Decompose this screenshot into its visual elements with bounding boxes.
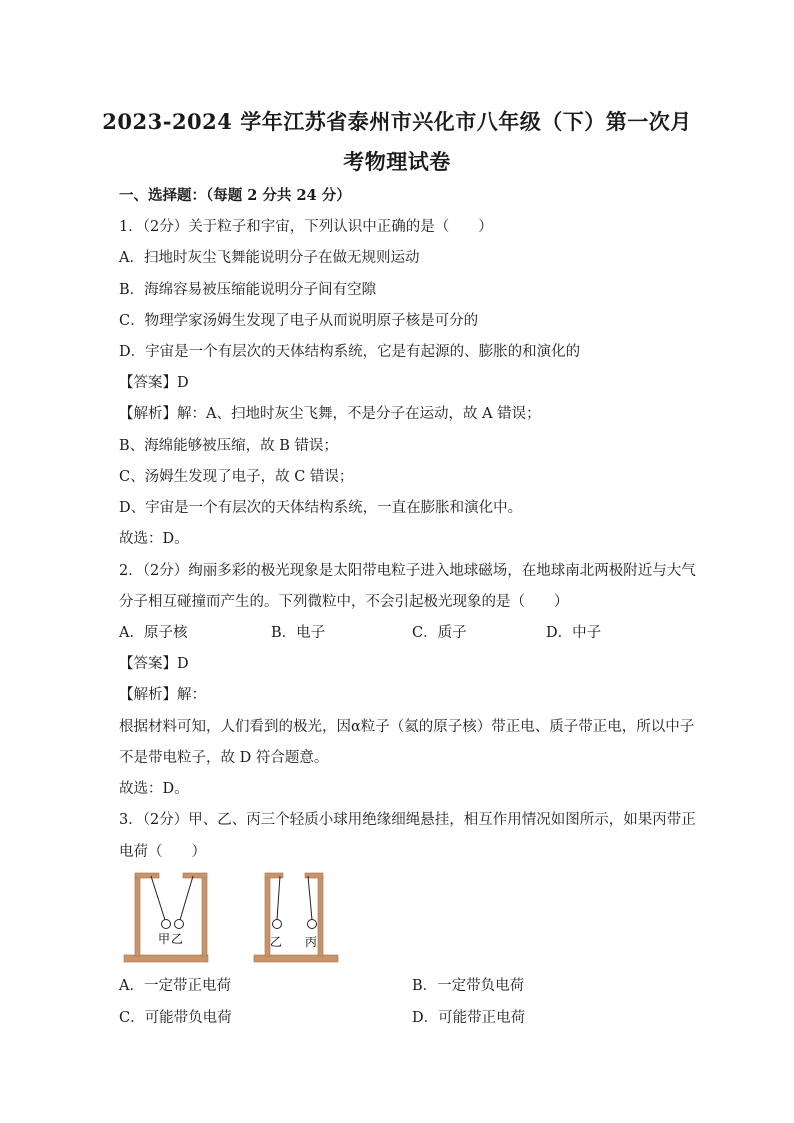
ball-label-jia: 甲	[158, 932, 171, 946]
q3-figure-right	[250, 870, 345, 965]
q1-option-c: C．物理学家汤姆生发现了电子从而说明原子核是可分的	[119, 313, 479, 329]
q3-stem-line-1: 3．（2分）甲、乙、丙三个轻质小球用绝缘细绳悬挂，相互作用情况如图所示，如果丙带正	[119, 812, 696, 828]
q1-analysis-line: D、宇宙是一个有层次的天体结构系统，一直在膨胀和演化中。	[119, 500, 523, 516]
q2-option-a: A．原子核	[119, 625, 188, 641]
q1-choice: 故选：D。	[119, 531, 189, 547]
exam-title-line-2: 考物理试卷	[343, 149, 451, 174]
q3-option-a: A．一定带正电荷	[119, 978, 231, 994]
ball-label-yi: 乙	[270, 935, 283, 949]
q2-analysis-line: 不是带电粒子，故 D 符合题意。	[119, 750, 329, 766]
ball-label-bing: 丙	[305, 935, 318, 949]
q1-option-b: B．海绵容易被压缩能说明分子间有空隙	[119, 282, 377, 298]
q1-answer: 【答案】D	[119, 375, 189, 391]
q2-stem-line-1: 2．（2分）绚丽多彩的极光现象是太阳带电粒子进入地球磁场，在地球南北两极附近与大气	[119, 563, 696, 579]
q1-option-a: A．扫地时灰尘飞舞能说明分子在做无规则运动	[119, 250, 420, 266]
q2-answer: 【答案】D	[119, 656, 189, 672]
q2-analysis-line: 【解析】解：	[119, 687, 206, 703]
q1-analysis-line: B、海绵能够被压缩，故 B 错误；	[119, 438, 339, 454]
q3-option-d: D．可能带正电荷	[412, 1010, 526, 1026]
q2-stem-line-2: 分子相互碰撞而产生的。下列微粒中，不会引起极光现象的是（ ）	[119, 594, 569, 610]
ball-label-yi: 乙	[171, 932, 184, 946]
q3-option-b: B．一定带负电荷	[412, 978, 525, 994]
section-heading: 一、选择题：（每题 2 分共 24 分）	[119, 187, 351, 204]
q2-analysis-line: 根据材料可知，人们看到的极光，因α粒子（氦的原子核）带正电、质子带正电，所以中子	[119, 719, 695, 735]
q3-stem-line-2: 电荷（ ）	[119, 844, 206, 860]
q2-option-d: D．中子	[546, 625, 602, 641]
q1-analysis-line: 【解析】解：A、扫地时灰尘飞舞，不是分子在运动，故 A 错误；	[119, 406, 541, 422]
q1-stem: 1．（2分）关于粒子和宇宙，下列认识中正确的是（ ）	[119, 219, 493, 235]
q3-figure-left	[120, 870, 215, 965]
q2-option-b: B．电子	[271, 625, 326, 641]
q1-analysis-line: C、汤姆生发现了电子，故 C 错误；	[119, 469, 354, 485]
q1-option-d: D．宇宙是一个有层次的天体结构系统，它是有起源的、膨胀的和演化的	[119, 344, 581, 360]
q2-choice: 故选：D。	[119, 781, 189, 797]
q2-option-c: C．质子	[412, 625, 467, 641]
q3-option-c: C．可能带负电荷	[119, 1010, 232, 1026]
exam-title-line-1: 2023-2024 学年江苏省泰州市兴化市八年级（下）第一次月	[102, 109, 692, 134]
